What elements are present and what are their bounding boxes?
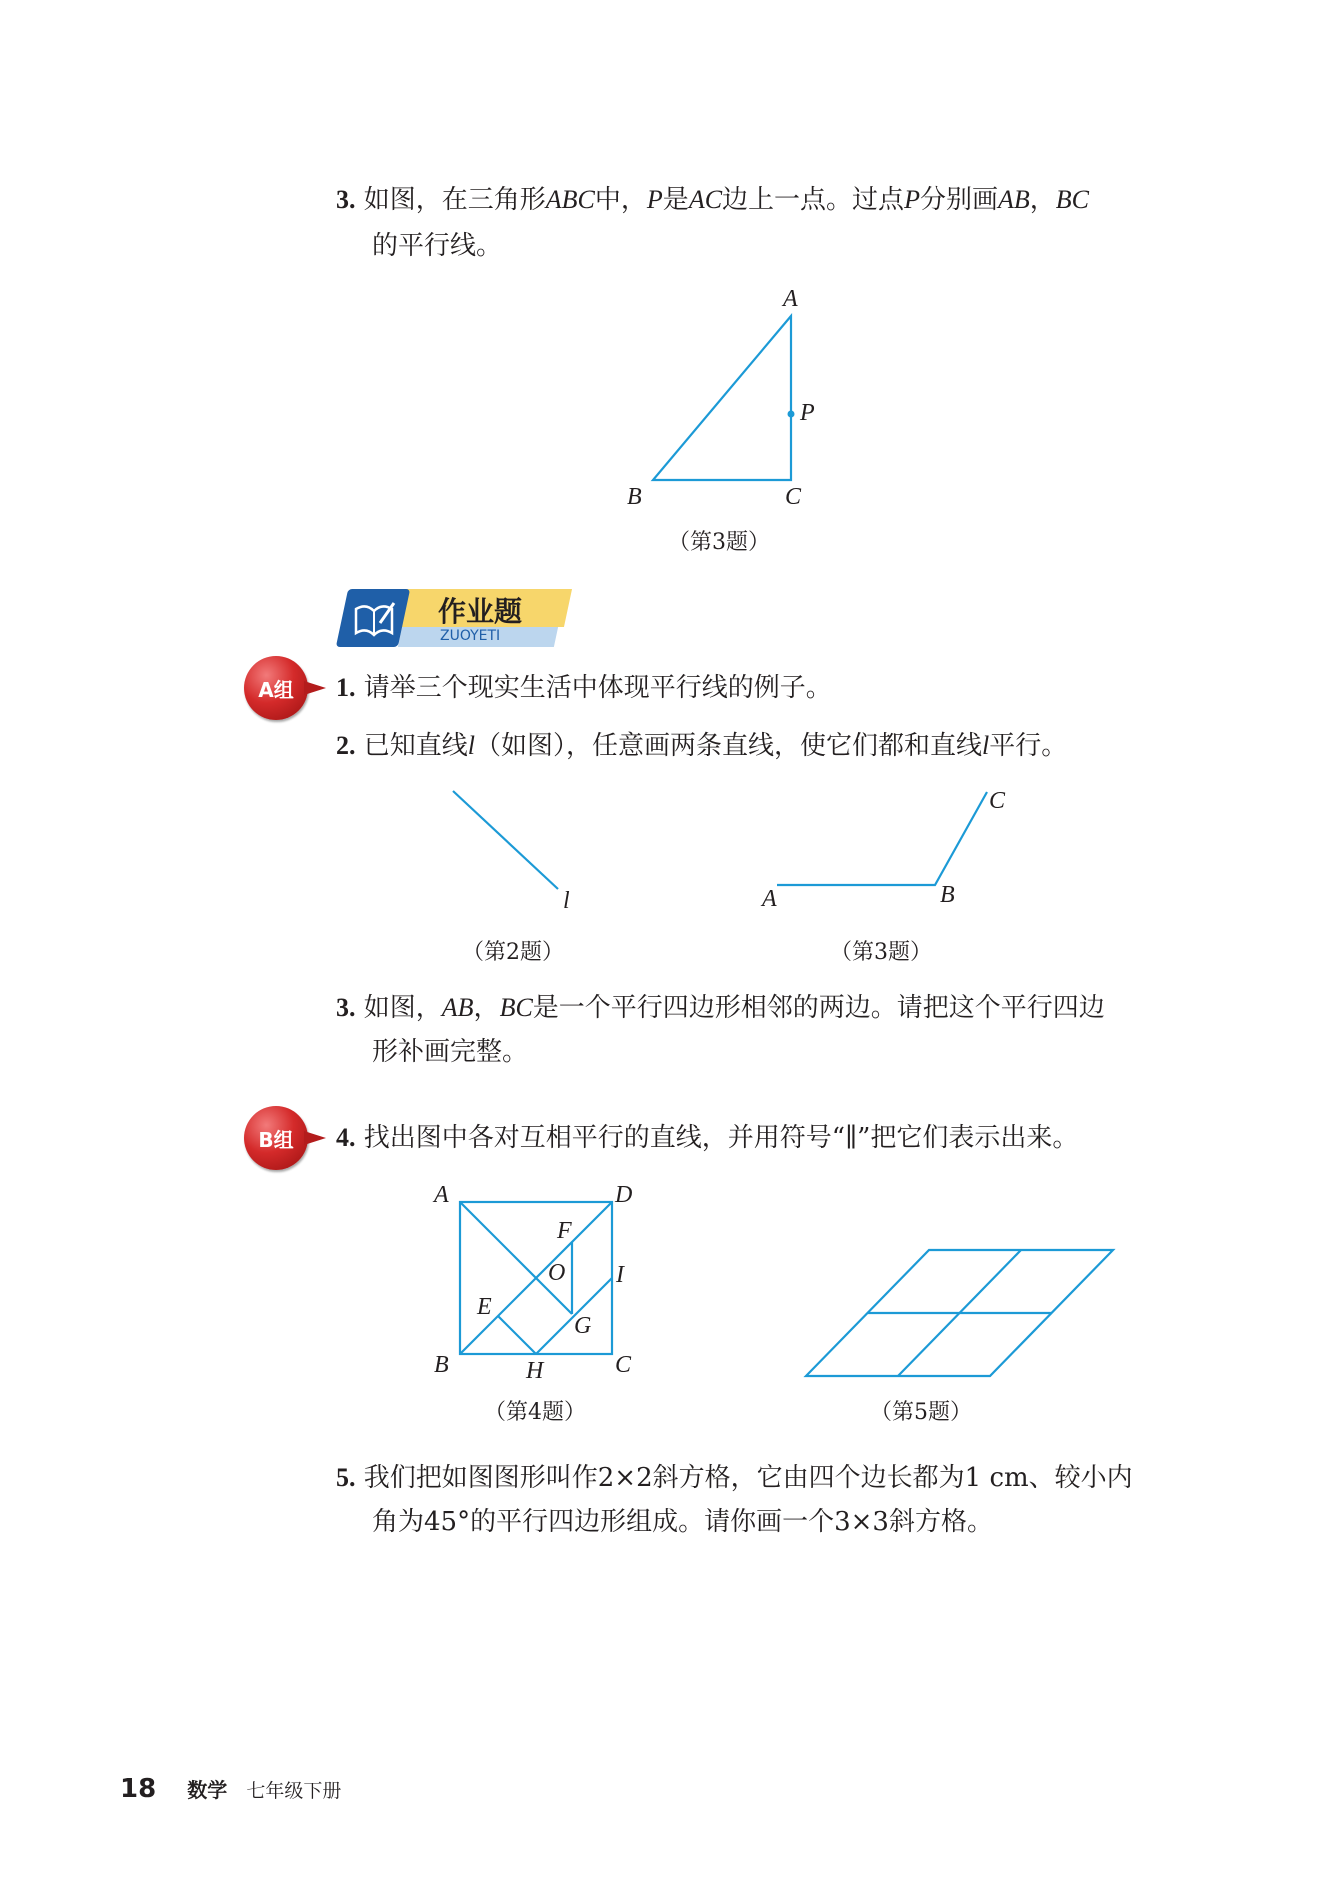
label-a: A [783, 286, 798, 312]
fig2-caption: （第2题） [462, 940, 564, 965]
qa1: 1. 请举三个现实生活中体现平行线的例子。 [336, 673, 832, 703]
label-o3: O [548, 1260, 566, 1286]
homework-subtitle: ZUOYETI [440, 628, 501, 644]
qa3-line2: 形补画完整。 [372, 1037, 529, 1067]
label-f3: F [557, 1218, 572, 1244]
qb4: 4. 找出图中各对互相平行的直线，并用符号“∥”把它们表示出来。 [336, 1123, 1079, 1153]
label-h3: H [526, 1358, 544, 1384]
label-p: P [800, 400, 815, 426]
group-a-badge: A组 [244, 656, 308, 720]
label-c2: C [989, 788, 1006, 814]
footer-grade: 七年级下册 [246, 1780, 342, 1802]
label-b2: B [940, 882, 955, 908]
qa3-line1: 3. 如图，AB，BC是一个平行四边形相邻的两边。请把这个平行四边 [336, 993, 1105, 1023]
label-i3: I [616, 1262, 624, 1288]
label-a2: A [762, 886, 777, 912]
label-c3: C [615, 1352, 632, 1378]
label-d3: D [615, 1182, 633, 1208]
label-c: C [785, 484, 802, 510]
label-l: l [563, 888, 570, 914]
label-a3: A [434, 1182, 449, 1208]
fig4-caption: （第4题） [484, 1400, 586, 1425]
q3-top-line1: 3. 如图，在三角形ABC中，P是AC边上一点。过点P分别画AB，BC [336, 185, 1089, 215]
label-e3: E [477, 1294, 492, 1320]
label-b3: B [434, 1352, 449, 1378]
group-b-badge: B组 [244, 1106, 308, 1170]
qa2: 2. 已知直线l（如图），任意画两条直线，使它们都和直线l平行。 [336, 731, 1068, 761]
homework-title: 作业题 [438, 595, 523, 628]
figure-caption: （第3题） [668, 530, 770, 555]
qb5-line2: 角为45°的平行四边形组成。请你画一个3×3斜方格。 [372, 1507, 993, 1537]
page-footer [120, 1774, 341, 1804]
q3-top-line2: 的平行线。 [372, 231, 503, 261]
label-b: B [627, 484, 642, 510]
footer-subject: 数学 [187, 1778, 228, 1802]
fig5-caption: （第5题） [870, 1400, 972, 1425]
qb5-line1: 5. 我们把如图图形叫作2×2斜方格，它由四个边长都为1 cm、较小内 [336, 1463, 1133, 1493]
page-number: 18 [120, 1774, 157, 1804]
fig3-caption: （第3题） [830, 940, 932, 965]
label-g3: G [574, 1313, 592, 1339]
